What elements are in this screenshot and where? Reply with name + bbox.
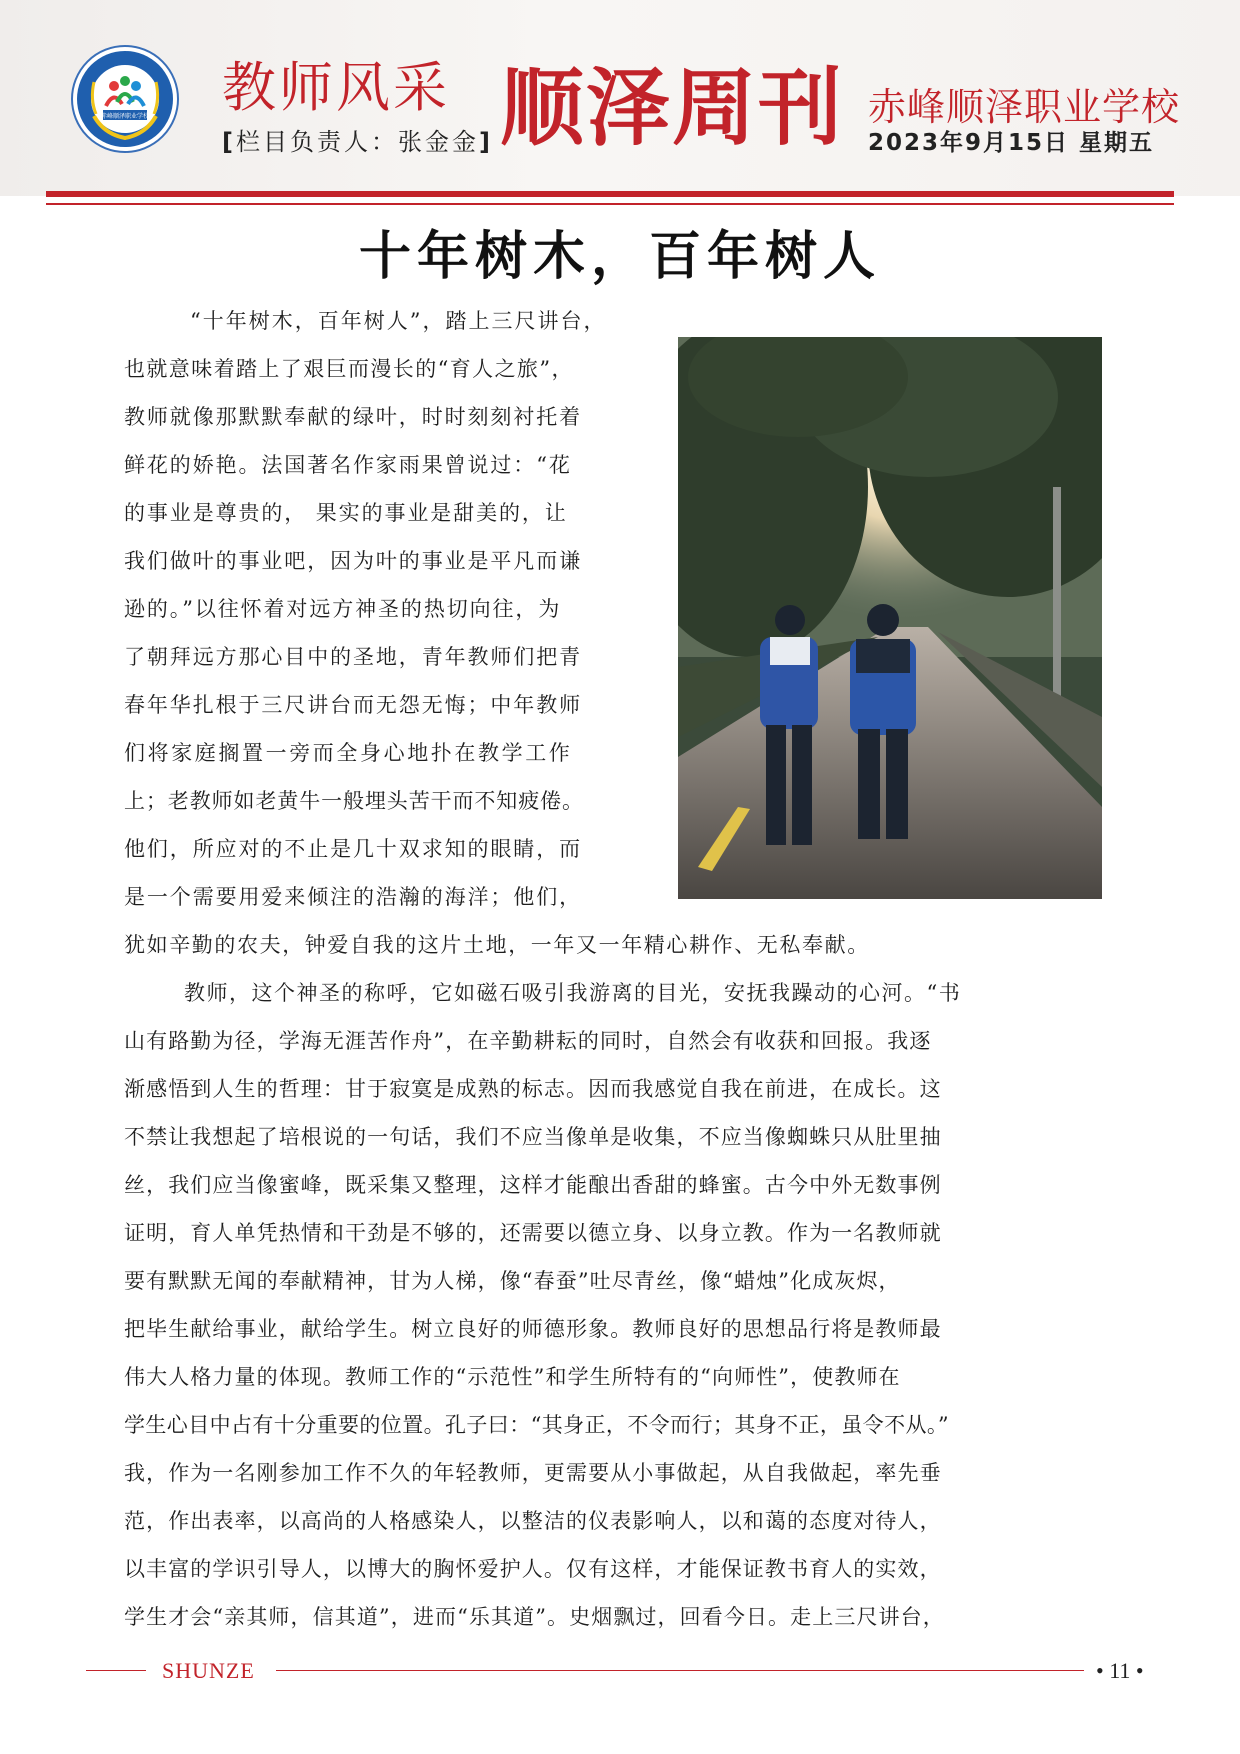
paragraph-line: 上；老教师如老黄牛一般埋头苦干而不知疲倦。 xyxy=(124,789,584,813)
footer-rule-left xyxy=(86,1670,146,1671)
paragraph-line: 证明，育人单凭热情和干劲是不够的，还需要以德立身、以身立教。作为一名教师就 xyxy=(124,1221,942,1245)
footer-brand: SHUNZE xyxy=(162,1658,255,1683)
column-editor-text: 栏目负责人：张金金 xyxy=(235,128,479,156)
paragraph-line: 把毕生献给事业，献给学生。树立良好的师德形象。教师良好的思想品行将是教师最 xyxy=(124,1317,942,1341)
paragraph-line: “十年树木，百年树人”，踏上三尺讲台， xyxy=(190,309,607,333)
paragraph-line: 也就意味着踏上了艰巨而漫长的“育人之旅”， xyxy=(124,357,574,381)
paragraph-line: 我们做叶的事业吧，因为叶的事业是平凡而谦 xyxy=(124,549,582,573)
issue-date: 2023年9月15日 星期五 xyxy=(868,130,1155,156)
paragraph-line: 学生心目中占有十分重要的位置。孔子曰：“其身正，不令而行；其身不正，虽令不从。” xyxy=(124,1413,949,1437)
article-title: 十年树木，百年树人 xyxy=(358,227,881,287)
paragraph-line: 是一个需要用爱来倾注的浩瀚的海洋；他们， xyxy=(124,885,582,909)
paragraph-line: 要有默默无闻的奉献精神，甘为人梯，像“春蚕”吐尽青丝，像“蜡烛”化成灰烬， xyxy=(124,1269,901,1293)
paragraph-line: 伟大人格力量的体现。教师工作的“示范性”和学生所特有的“向师性”，使教师在 xyxy=(124,1365,901,1389)
column-editor: [栏目负责人：张金金] xyxy=(222,128,493,156)
paragraph-line: 丝，我们应当像蜜峰，既采集又整理，这样才能酿出香甜的蜂蜜。古今中外无数事例 xyxy=(124,1173,942,1197)
paragraph-line: 山有路勤为径，学海无涯苦作舟”，在辛勤耕耘的同时，自然会有收获和回报。我逐 xyxy=(124,1029,932,1053)
paragraph-line: 我，作为一名刚参加工作不久的年轻教师，更需要从小事做起，从自我做起，率先垂 xyxy=(124,1461,942,1485)
svg-text:赤峰顺泽职业学校: 赤峰顺泽职业学校 xyxy=(100,113,150,120)
page-number: • 11 • xyxy=(1096,1658,1144,1683)
magazine-title: 顺泽周刊 xyxy=(500,59,845,157)
column-title: 教师风采 xyxy=(222,56,450,119)
paragraph-line: 范，作出表率，以高尚的人格感染人，以整洁的仪表影响人，以和蔼的态度对待人， xyxy=(124,1509,942,1533)
paragraph-line: 教师，这个神圣的称呼，它如磁石吸引我游离的目光，安抚我躁动的心河。“书 xyxy=(184,981,962,1005)
article-photo xyxy=(678,337,1102,899)
paragraph-line: 渐感悟到人生的哲理：甘于寂寞是成熟的标志。因而我感觉自我在前进，在成长。这 xyxy=(124,1077,942,1101)
header-rule-thick xyxy=(46,191,1174,197)
paragraph-line: 不禁让我想起了培根说的一句话，我们不应当像单是收集，不应当像蜘蛛只从肚里抽 xyxy=(124,1125,942,1149)
paragraph-line: 们将家庭搁置一旁而全身心地扑在教学工作 xyxy=(124,741,573,765)
header-rule-thin xyxy=(46,203,1174,205)
paragraph-line: 逊的。”以往怀着对远方神圣的热切向往，为 xyxy=(124,597,562,621)
paragraph-line: 以丰富的学识引导人，以博大的胸怀爱护人。仅有这样，才能保证教书育人的实效， xyxy=(124,1557,942,1581)
school-name: 赤峰顺泽职业学校 xyxy=(868,85,1181,129)
paragraph-line: 鲜花的娇艳。法国著名作家雨果曾说过：“花 xyxy=(124,453,572,477)
school-logo xyxy=(70,44,180,154)
paragraph-line: 的事业是尊贵的， 果实的事业是甜美的，让 xyxy=(124,501,568,525)
paragraph-line: 教师就像那默默奉献的绿叶，时时刻刻衬托着 xyxy=(124,405,582,429)
paragraph-line: 了朝拜远方那心目中的圣地，青年教师们把青 xyxy=(124,645,582,669)
paragraph-line: 学生才会“亲其师，信其道”，进而“乐其道”。史烟飘过，回看今日。走上三尺讲台， xyxy=(124,1605,945,1629)
paragraph-line: 犹如辛勤的农夫，钟爱自我的这片土地，一年又一年精心耕作、无私奉献。 xyxy=(124,933,870,957)
paragraph-line: 春年华扎根于三尺讲台而无怨无悔；中年教师 xyxy=(124,693,582,717)
paragraph-line: 他们，所应对的不止是几十双求知的眼睛，而 xyxy=(124,837,582,861)
footer-rule-right xyxy=(276,1670,1084,1671)
